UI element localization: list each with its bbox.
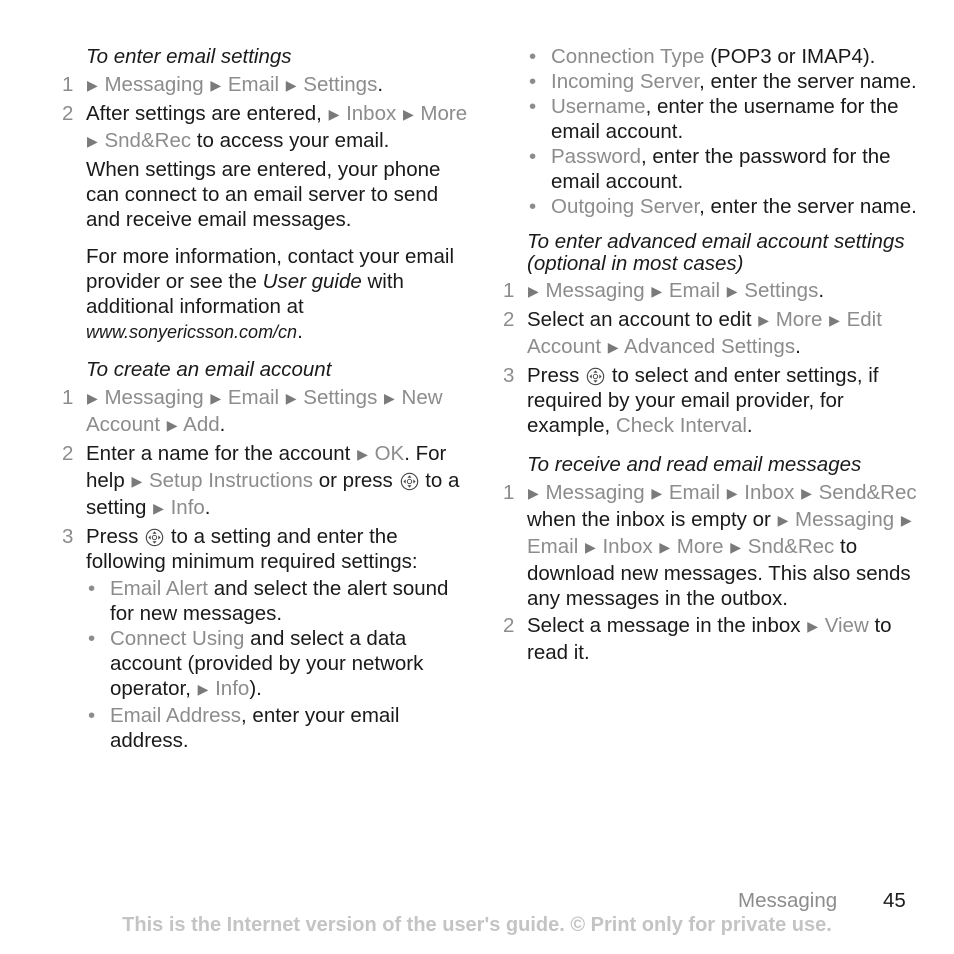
bullet-text: and select a data account (provided by your network operator, [110,627,424,700]
bullet: • [88,577,96,600]
menu-path: Snd&Rec [104,129,192,152]
step-text: Enter a name for the account [86,442,351,465]
arrow-icon: ▶ [651,485,663,501]
arrow-icon: ▶ [328,106,340,122]
arrow-icon: ▶ [730,539,741,555]
arrow-icon: ▶ [801,485,812,501]
bullet: • [529,95,537,118]
punct: . [377,73,384,96]
setting-name: Password [551,145,642,168]
website-url: www.sonyericsson.com/cn [86,322,298,342]
setting-name: Email Address [110,704,242,727]
step-text: Select a message in the inbox [527,614,801,637]
step-number: 1 [62,386,74,409]
step-item [62,524,472,574]
menu-path: More [420,102,468,125]
right-column [503,44,923,667]
menu-path: Snd&Rec [747,535,835,558]
step-number: 1 [62,73,74,96]
bullet-item [62,703,472,753]
menu-path: New Account [86,386,443,436]
menu-path: Email [527,535,579,558]
menu-path: Email [668,481,721,504]
arrow-icon: ▶ [607,339,619,355]
step-text: or press [318,469,393,492]
bullet-item [62,576,472,626]
left-column [62,44,472,753]
step-text: Select an account to edit [527,308,752,331]
heading-enter-email-settings: To enter email settings [86,45,292,68]
step-text: to a setting [86,469,460,519]
bullet: • [529,195,537,218]
menu-path: Messaging [104,386,204,409]
menu-path: OK [374,442,405,465]
punct: . [795,335,801,358]
arrow-icon: ▶ [758,312,769,328]
arrow-icon: ▶ [659,539,671,555]
arrow-icon: ▶ [87,133,98,149]
arrow-icon: ▶ [357,446,368,462]
step-item [62,441,472,522]
emphasis: User guide [262,270,362,293]
punct: . [219,413,226,436]
menu-path: More [775,308,823,331]
menu-path: View [824,614,869,637]
step-text: Press [86,525,139,548]
step-number: 2 [62,442,74,465]
setting-name: Username [551,95,646,118]
bullet: • [529,145,537,168]
step-item [62,72,472,99]
arrow-icon: ▶ [210,77,222,93]
step-number: 1 [503,481,515,504]
menu-path: Settings [303,386,378,409]
menu-path: Setup Instructions [148,469,314,492]
menu-path: Inbox [346,102,397,125]
step-number: 3 [503,364,515,387]
arrow-icon: ▶ [807,618,818,634]
step-text: Press [527,364,580,387]
arrow-icon: ▶ [285,77,297,93]
arrow-icon: ▶ [726,283,738,299]
arrow-icon: ▶ [528,283,539,299]
bullet-item [503,69,923,94]
arrow-icon: ▶ [726,485,738,501]
bullet-text: , enter the server name. [699,70,917,93]
menu-path: Inbox [744,481,795,504]
paragraph: When settings are entered, your phone can connect to an email server to send and receive email messages. [86,158,441,231]
arrow-icon: ▶ [87,77,98,93]
bullet-text: , enter the password for the email account. [551,145,891,193]
bullet: • [529,70,537,93]
arrow-icon: ▶ [210,390,222,406]
step-item [503,613,923,665]
step-text: After settings are entered, [86,102,322,125]
menu-path: Settings [303,73,378,96]
menu-path: Send&Rec [818,481,917,504]
step-number: 1 [503,279,515,302]
bullet: • [88,704,96,727]
arrow-icon: ▶ [153,500,164,516]
menu-path: Messaging [545,279,645,302]
arrow-icon: ▶ [131,473,143,489]
paragraph [62,244,472,345]
punct: . [818,279,825,302]
bullet-text: , enter your email address. [110,704,400,752]
step-item [503,363,923,438]
step-text: to a setting and enter the following minimum required settings: [86,525,418,573]
heading-advanced-settings: To enter advanced email account settings (optional in most cases) [527,230,905,275]
punct: ). [249,677,262,700]
step-item [503,278,923,305]
arrow-icon: ▶ [584,539,596,555]
menu-path: Inbox [602,535,653,558]
menu-path: Messaging [795,508,895,531]
step-number: 3 [62,525,74,548]
step-number: 2 [503,308,515,331]
menu-path: Info [215,677,250,700]
bullet-item [503,44,923,69]
menu-path: Info [170,496,205,519]
setting-name: Outgoing Server [551,195,700,218]
arrow-icon: ▶ [402,106,414,122]
step-text: . For help [86,442,447,492]
bullet-item [503,194,923,219]
arrow-icon: ▶ [528,485,539,501]
step-item [503,307,923,361]
heading-create-email-account: To create an email account [86,358,332,381]
setting-name: Email Alert [110,577,208,600]
bullet-item [503,94,923,144]
menu-path: Email [227,73,280,96]
arrow-icon: ▶ [197,681,209,697]
step-item [62,101,472,155]
navigation-key-icon [145,528,164,547]
menu-path: Messaging [104,73,204,96]
step-text: to read it. [527,614,892,664]
arrow-icon: ▶ [651,283,663,299]
page-number: 45 [883,889,906,912]
bullet: • [529,45,537,68]
step-text: to access your email. [196,129,390,152]
menu-path: More [676,535,724,558]
bullet-item [503,144,923,194]
arrow-icon: ▶ [87,390,98,406]
arrow-icon: ▶ [166,417,178,433]
para-text: For more information, contact your email provider or see the [86,245,454,293]
menu-path: Messaging [545,481,645,504]
menu-path: Edit Account [527,308,882,358]
bullet-text: (POP3 or IMAP4). [710,45,876,68]
step-item [62,385,472,439]
bullet-item [62,626,472,703]
step-number: 2 [62,102,74,125]
setting-name: Connect Using [110,627,245,650]
bullet-text: and select the alert sound for new messages. [110,577,449,625]
arrow-icon: ▶ [285,390,297,406]
navigation-key-icon [400,472,419,491]
step-text: when the inbox is empty or [527,508,771,531]
setting-name: Incoming Server [551,70,700,93]
navigation-key-icon [586,367,605,386]
step-item [503,480,923,611]
step-number: 2 [503,614,515,637]
disclaimer-text: This is the Internet version of the user's guide. © Print only for private use. [122,914,832,936]
menu-path: Settings [744,279,819,302]
menu-path: Email [668,279,721,302]
menu-path: Check Interval [615,414,747,437]
arrow-icon: ▶ [900,512,912,528]
punct: . [297,320,303,343]
bullet-text: , enter the server name. [699,195,917,218]
menu-path: Advanced Settings [624,335,796,358]
punct: . [746,414,753,437]
heading-receive-email: To receive and read email messages [527,453,862,476]
footer-section-name: Messaging [738,889,838,912]
arrow-icon: ▶ [777,512,789,528]
punct: . [204,496,211,519]
bullet-text: , enter the username for the email account. [551,95,899,143]
bullet: • [88,627,96,650]
step-text: to download new messages. This also sends any messages in the outbox. [527,535,911,610]
menu-path: Email [227,386,280,409]
arrow-icon: ▶ [384,390,395,406]
step-text: to select and enter settings, if required by your email provider, for example, [527,364,879,437]
para-text: with additional information at [86,270,404,318]
menu-path: Add [183,413,220,436]
arrow-icon: ▶ [829,312,840,328]
setting-name: Connection Type [551,45,705,68]
